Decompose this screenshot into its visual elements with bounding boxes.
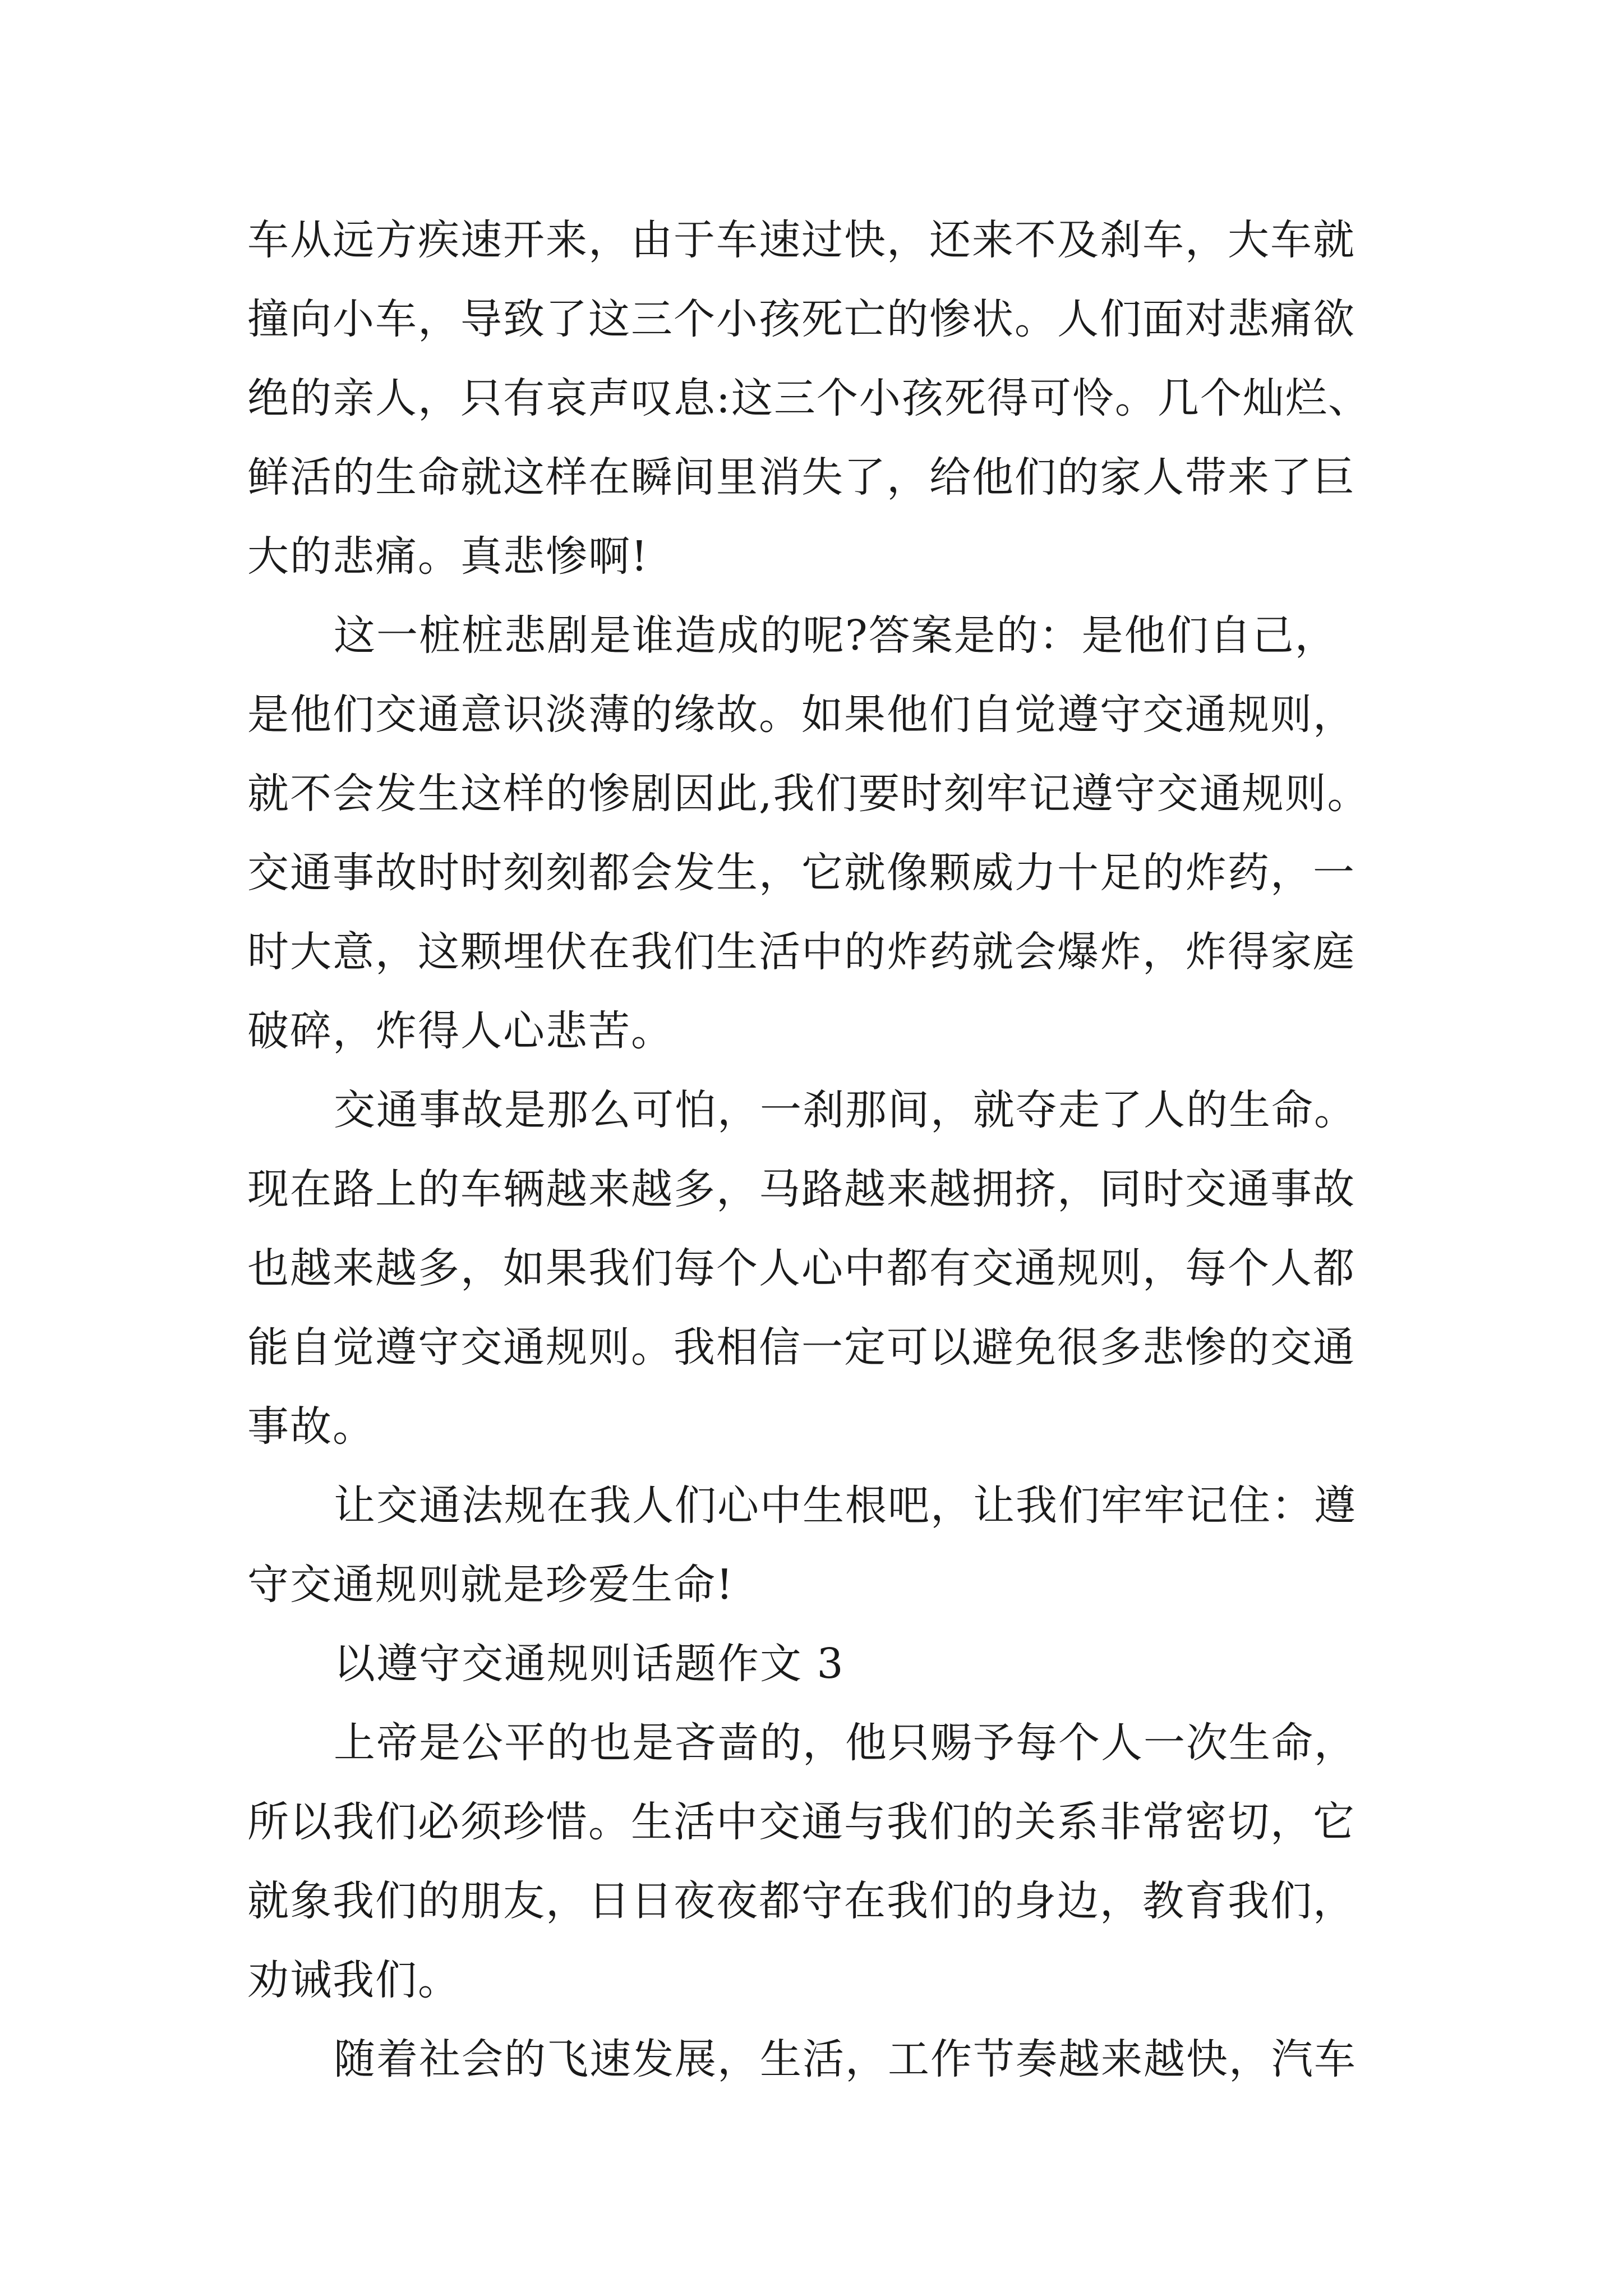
text-line: 是他们交通意识淡薄的缘故。如果他们自觉遵守交通规则， bbox=[247, 691, 1355, 739]
text-line: 鲜活的生命就这样在瞬间里消失了，给他们的家人带来了巨 bbox=[247, 453, 1355, 501]
text-line: 时大意，这颗埋伏在我们生活中的炸药就会爆炸，炸得家庭 bbox=[247, 928, 1355, 976]
text-line: 破碎，炸得人心悲苦。 bbox=[247, 1007, 674, 1055]
text-line: 就不会发生这样的惨剧因此,我们要时刻牢记遵守交通规则。 bbox=[247, 770, 1370, 818]
paragraph-first-line: 上帝是公平的也是吝啬的，他只赐予每个人一次生命， bbox=[334, 1719, 1357, 1767]
text-line: 大的悲痛。真悲惨啊! bbox=[247, 532, 649, 581]
text-line: 所以我们必须珍惜。生活中交通与我们的关系非常密切，它 bbox=[247, 1798, 1355, 1846]
text-line: 守交通规则就是珍爱生命! bbox=[247, 1561, 734, 1609]
text-line: 车从远方疾速开来，由于车速过快，还来不及刹车，大车就 bbox=[247, 216, 1355, 264]
text-line: 绝的亲人，只有哀声叹息:这三个小孩死得可怜。几个灿烂、 bbox=[247, 374, 1371, 422]
text-line: 交通事故时时刻刻都会发生，它就像颗威力十足的炸药，一 bbox=[247, 849, 1355, 897]
text-line: 劝诫我们。 bbox=[247, 1956, 460, 2004]
section-heading: 以遵守交通规则话题作文 3 bbox=[334, 1640, 845, 1688]
text-line: 撞向小车，导致了这三个小孩死亡的惨状。人们面对悲痛欲 bbox=[247, 295, 1355, 343]
document-body bbox=[247, 201, 1386, 2099]
paragraph-first-line: 随着社会的飞速发展，生活，工作节奏越来越快，汽车 bbox=[334, 2035, 1357, 2083]
paragraph-first-line: 让交通法规在我人们心中生根吧，让我们牢牢记住：遵 bbox=[334, 1481, 1357, 1530]
text-line: 也越来越多，如果我们每个人心中都有交通规则，每个人都 bbox=[247, 1244, 1355, 1292]
paragraph-first-line: 交通事故是那么可怕，一刹那间，就夺走了人的生命。 bbox=[334, 1086, 1357, 1134]
text-line: 就象我们的朋友，日日夜夜都守在我们的身边，教育我们， bbox=[247, 1877, 1355, 1925]
text-line: 能自觉遵守交通规则。我相信一定可以避免很多悲惨的交通 bbox=[247, 1323, 1355, 1372]
paragraph-first-line: 这一桩桩悲剧是谁造成的呢?答案是的：是他们自己， bbox=[334, 611, 1338, 660]
text-line: 事故。 bbox=[247, 1402, 375, 1451]
text-line: 现在路上的车辆越来越多，马路越来越拥挤，同时交通事故 bbox=[247, 1165, 1355, 1213]
